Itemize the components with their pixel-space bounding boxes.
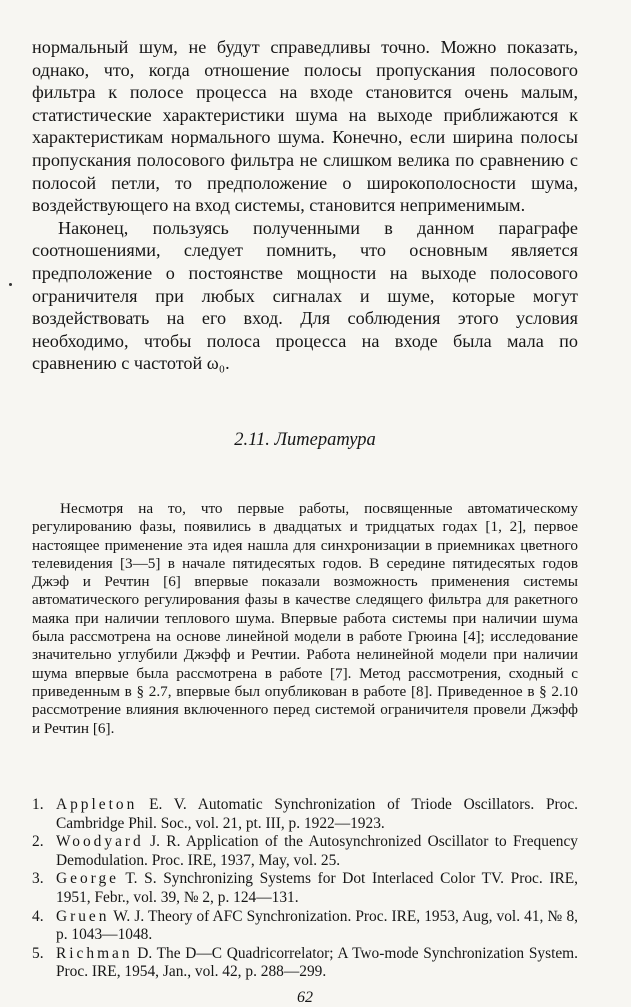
body-paragraph-2: Наконец, пользуясь полученными в данном параграфе соотношениями, следует помнить, что основным является предположение о постоянстве мощности на выходе полосового ограничителя при любых сигналах и шуме, которые могут воздействовать на его вход. Для соблюдения этого условия необходимо, чтобы полоса процесса на входе была мала по сравнению с частотой ω₀.	[32, 217, 578, 374]
reference-number: 4.	[32, 907, 44, 925]
reference-text: T. S. Synchronizing Systems for Dot Interlaced Color TV. Proc. IRE, 1951, Febr., vol. 39, № 2, p. 124—131.	[56, 870, 578, 906]
reference-author: Appleton	[56, 796, 138, 813]
reference-author: Woodyard	[56, 833, 144, 851]
reference-item	[32, 945, 578, 982]
reference-list	[32, 796, 578, 982]
body-paragraph-1: нормальный шум, не будут справедливы точно. Можно показать, однако, что, когда отношение полосы пропускания полосового фильтра к полосе процесса на входе становится очень малым, статистические характеристики шума на выходе приближаются к характеристикам нормального шума. Конечно, если ширина полосы пропускания полосового фильтра не слишком велика по сравнению с полосой петли, то предположение о широкополосности шума, воздействующего на вход системы, становится неприменимым.	[32, 37, 578, 216]
reference-text: D. The D—C Quadricorrelator; A Two-mode Synchronization System. Proc. IRE, 1954, Jan., vol. 42, p. 288—299.	[56, 944, 578, 981]
reference-item	[32, 833, 578, 870]
reference-author: Richman	[56, 944, 133, 962]
margin-speck	[9, 283, 12, 286]
reference-text: E. V. Automatic Synchronization of Triode Oscillators. Proc. Cambridge Phil. Soc., vol. 21, pt. III, p. 1922—1923.	[56, 796, 578, 832]
reference-number: 5.	[32, 944, 44, 962]
reference-number: 2.	[32, 833, 44, 851]
page-number: 62	[297, 989, 313, 1006]
reference-item	[32, 796, 578, 833]
section-heading: 2.11. Литература	[234, 430, 376, 450]
reference-text: W. J. Theory of AFC Synchronization. Proc. IRE, 1953, Aug, vol. 41, № 8, p. 1043—1048.	[56, 907, 578, 944]
reference-number: 3.	[32, 870, 44, 888]
reference-author: George	[56, 870, 120, 888]
reference-item	[32, 908, 578, 945]
reference-number: 1.	[32, 796, 44, 813]
literature-paragraph: Несмотря на то, что первые работы, посвященные автоматическому регулированию фазы, появились в двадцатых и тридцатых годах [1, 2], первое настоящее применение эта идея нашла для синхронизации в приемниках цветного телевидения [3—5] в начале пятидесятых годов. В середине пятидесятых годов Джэф и Речтин [6] впервые показали возможность применения системы автоматического регулирования фазы в качестве следящего фильтра для ракетного маяка при наличии теплового шума. Впервые работа системы при наличии шума была рассмотрена на основе линейной модели в работе Грюина [4]; исследование значительно углубили Джэфф и Речтии. Работа нелинейной модели при наличии шума впервые была рассмотрена в работе [7]. Метод рассмотрения, сходный с приведенным в § 2.7, впервые был опубликован в работе [8]. Приведенное в § 2.10 рассмотрение влияния включенного перед системой ограничителя провели Джэфф и Речтин [6].	[32, 500, 578, 737]
document-page	[32, 36, 578, 1006]
reference-text: J. R. Application of the Autosynchronized Oscillator to Frequency Demodulation. Proc. IRE, 1937, May, vol. 25.	[56, 833, 578, 869]
reference-author: Gruen	[56, 907, 110, 925]
reference-item	[32, 870, 578, 907]
